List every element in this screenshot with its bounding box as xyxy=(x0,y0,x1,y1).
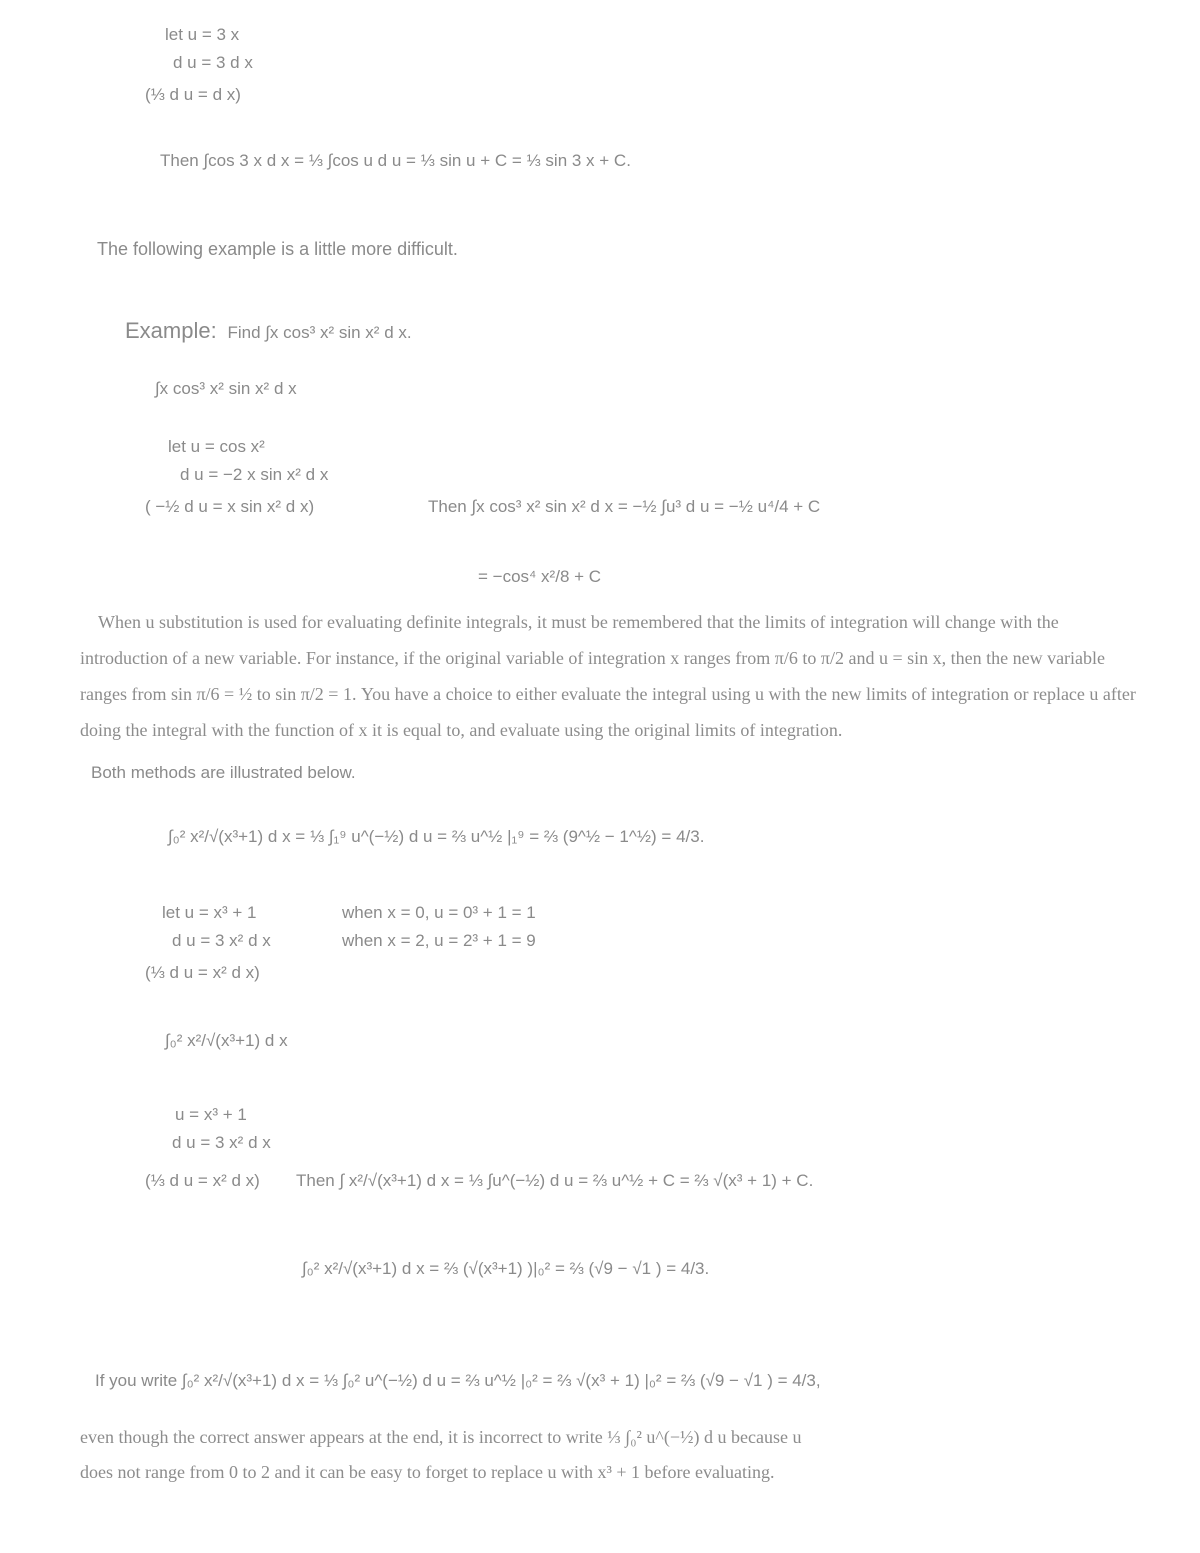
method1-equation: ∫₀² x²/√(x³+1) d x = ⅓ ∫₁⁹ u^(−½) d u = ⅔ u^½ |₁⁹ = ⅔ (9^½ − 1^½) = 4/3. xyxy=(168,827,705,846)
example-let-u: let u = cos x² xyxy=(168,437,265,456)
example-then-equation: Then ∫x cos³ x² sin x² d x = −½ ∫u³ d u = −½ u⁴/4 + C xyxy=(428,497,821,516)
definite-integral-paragraph xyxy=(80,604,1140,748)
example-result: = −cos⁴ x²/8 + C xyxy=(478,567,602,586)
intro-text: The following example is a little more difficult. xyxy=(97,239,458,259)
method1-upper-limit: when x = 2, u = 2³ + 1 = 9 xyxy=(342,931,536,950)
method2-integral: ∫₀² x²/√(x³+1) d x xyxy=(165,1031,288,1050)
both-methods-text: Both methods are illustrated below. xyxy=(91,763,356,782)
warning-write: If you write ∫₀² x²/√(x³+1) d x = ⅓ ∫₀² u^(−½) d u = ⅔ u^½ |₀² = ⅔ √(x³ + 1) |₀² = ⅔ (√9 − √1 ) = 4/3, xyxy=(95,1371,821,1390)
example-du: d u = −2 x sin x² d x xyxy=(180,465,329,484)
method1-let-u: let u = x³ + 1 xyxy=(162,903,257,922)
sub1-dx: (⅓ d u = d x) xyxy=(145,85,241,104)
sub1-let-u: let u = 3 x xyxy=(165,25,240,44)
method1-lower-limit: when x = 0, u = 0³ + 1 = 1 xyxy=(342,903,536,922)
method2-du: d u = 3 x² d x xyxy=(172,1133,271,1152)
method2-evaluation: ∫₀² x²/√(x³+1) d x = ⅔ (√(x³+1) )|₀² = ⅔ (√9 − √1 ) = 4/3. xyxy=(302,1259,710,1278)
sub1-du: d u = 3 d x xyxy=(173,53,253,72)
example-dx: ( −½ d u = x sin x² d x) xyxy=(145,497,315,516)
method2-dx: (⅓ d u = x² d x) xyxy=(145,1171,260,1190)
example-integral: ∫x cos³ x² sin x² d x xyxy=(155,379,297,398)
sub1-then-equation: Then ∫cos 3 x d x = ⅓ ∫cos u d u = ⅓ sin u + C = ⅓ sin 3 x + C. xyxy=(160,151,631,170)
method2-then-equation: Then ∫ x²/√(x³+1) d x = ⅓ ∫u^(−½) d u = ⅔ u^½ + C = ⅔ √(x³ + 1) + C. xyxy=(296,1171,814,1190)
method1-du: d u = 3 x² d x xyxy=(172,931,271,950)
warning-line-2: even though the correct answer appears at the end, it is incorrect to write ⅓ ∫₀² u^(−½) d u because u xyxy=(80,1427,802,1447)
method2-u: u = x³ + 1 xyxy=(175,1105,247,1124)
method1-dx: (⅓ d u = x² d x) xyxy=(145,963,260,982)
warning-line-3: does not range from 0 to 2 and it can be easy to forget to replace u with x³ + 1 before evaluating. xyxy=(80,1462,775,1482)
example-header xyxy=(125,320,412,344)
paragraph-text: When u substitution is used for evaluating definite integrals, it must be remembered that the limits of integration will change with the introduction of a new variable. For instance, if the original variable of integration x ranges from π/6 to π/2 and u = sin x, then the new variable ranges from sin π/6 = ½ to sin π/2 = 1. You have a choice to either evaluate the integral using u with the new limits of integration or replace u after doing the integral with the function of x it is equal to, and evaluate using the original limits of integration. xyxy=(80,612,1136,740)
example-label: Example: xyxy=(125,318,217,343)
example-prompt: Find ∫x cos³ x² sin x² d x. xyxy=(227,323,412,342)
